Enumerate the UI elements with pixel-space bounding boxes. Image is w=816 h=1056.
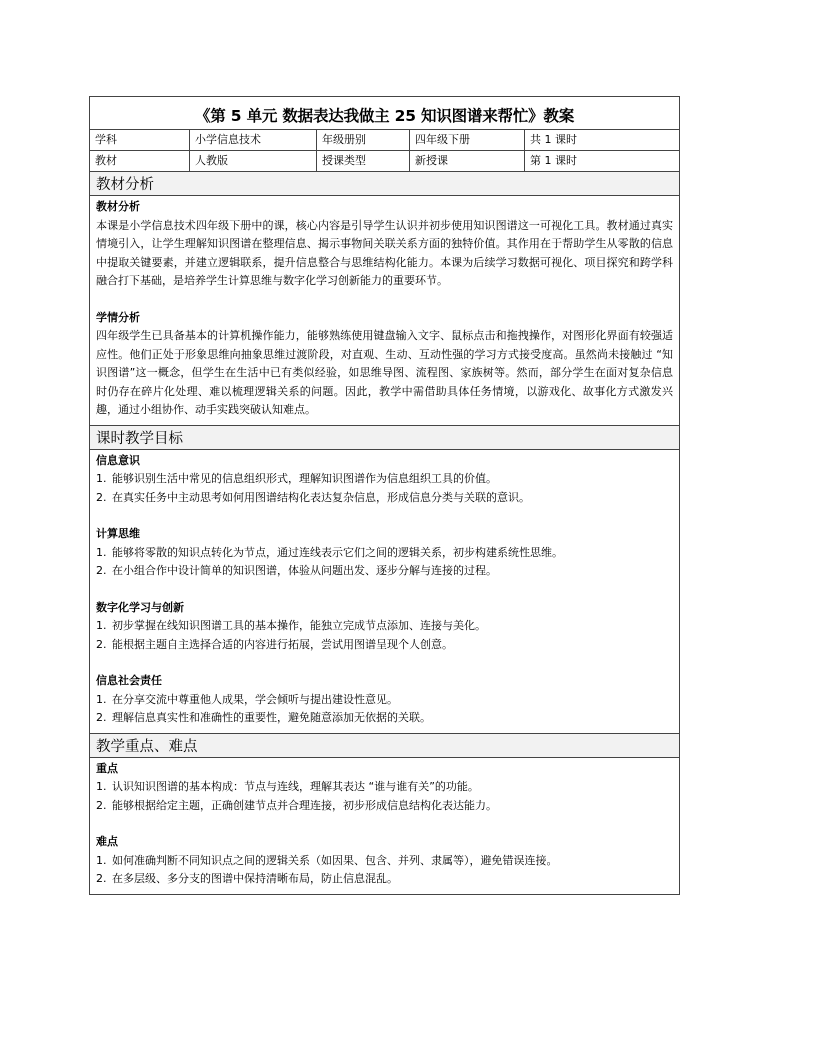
paragraph: 四年级学生已具备基本的计算机操作能力，能够熟练使用键盘输入文字、鼠标点击和拖拽操作，对图形化界面有较强适应性。他们正处于形象思维向抽象思维过渡阶段，对直观、生动、互动性强的学习方式接受度高。虽然尚未接触过 “知识图谱”这一概念，但学生在生活中已有类似经验，如思维导图、流程图、家族树等。然而，部分学生在面对复杂信息时仍存在碎片化处理、难以梳理逻辑关系的问题。因此，教学中需借助具体任务情境，以游戏化、故事化方式激发兴趣，通过小组协作、动手实践突破认知难点。 (96, 329, 674, 416)
section-heading-analysis: 教材分析 (90, 172, 680, 196)
meta-cell: 人教版 (190, 151, 317, 172)
subheading: 信息社会责任 (96, 674, 162, 687)
list-item: 2. 理解信息真实性和准确性的重要性，避免随意添加无依据的关联。 (96, 711, 431, 724)
subheading: 教材分析 (96, 200, 140, 213)
meta-cell: 新授课 (410, 151, 525, 172)
list-item: 1. 如何准确判断不同知识点之间的逻辑关系（如因果、包含、并列、隶属等），避免错误连接。 (96, 853, 558, 867)
meta-cell: 教材 (90, 151, 190, 172)
meta-cell: 四年级下册 (410, 130, 525, 151)
list-item: 1. 在分享交流中尊重他人成果，学会倾听与提出建设性意见。 (96, 692, 398, 706)
section-heading-keypoints: 教学重点、难点 (90, 733, 680, 757)
subheading: 计算思维 (96, 527, 140, 540)
list-item: 2. 能根据主题自主选择合适的内容进行拓展，尝试用图谱呈现个人创意。 (96, 637, 453, 651)
list-item: 1. 初步掌握在线知识图谱工具的基本操作，能独立完成节点添加、连接与美化。 (96, 619, 486, 632)
section-heading-goals: 课时教学目标 (90, 425, 680, 449)
list-item: 1. 能够识别生活中常见的信息组织形式，理解知识图谱作为信息组织工具的价值。 (96, 472, 497, 485)
lesson-plan-sheet (89, 96, 679, 895)
meta-row-textbook (90, 151, 680, 172)
subheading: 数字化学习与创新 (96, 600, 184, 614)
document-title: 《第 5 单元 数据表达我做主 25 知识图谱来帮忙》教案 (90, 97, 680, 130)
meta-cell: 授课类型 (317, 151, 410, 172)
list-item: 2. 在多层级、多分支的图谱中保持清晰布局，防止信息混乱。 (96, 872, 398, 885)
list-item: 2. 在真实任务中主动思考如何用图谱结构化表达复杂信息，形成信息分类与关联的意识。 (96, 490, 530, 504)
section-body-goals (90, 449, 680, 733)
subheading: 学情分析 (96, 310, 140, 324)
list-item: 1. 认识知识图谱的基本构成：节点与连线，理解其表达 “谁与谁有关”的功能。 (96, 780, 479, 793)
subheading: 重点 (96, 761, 118, 775)
meta-cell: 第 1 课时 (525, 151, 680, 172)
list-item: 2. 能够根据给定主题，正确创建节点并合理连接，初步形成信息结构化表达能力。 (96, 798, 497, 812)
meta-row-subject (90, 130, 680, 151)
meta-cell: 年级册别 (317, 130, 410, 151)
subheading: 信息意识 (96, 453, 140, 467)
meta-cell: 学科 (90, 130, 190, 151)
section-body-keypoints (90, 757, 680, 894)
list-item: 2. 在小组合作中设计简单的知识图谱，体验从问题出发、逐步分解与连接的过程。 (96, 564, 497, 577)
meta-cell: 共 1 课时 (525, 130, 680, 151)
section-body-analysis (90, 196, 680, 426)
subheading: 难点 (96, 835, 118, 848)
meta-cell: 小学信息技术 (190, 130, 317, 151)
list-item: 1. 能够将零散的知识点转化为节点，通过连线表示它们之间的逻辑关系，初步构建系统性思维。 (96, 545, 563, 559)
lesson-plan-table (89, 96, 680, 895)
paragraph: 本课是小学信息技术四年级下册中的课，核心内容是引导学生认识并初步使用知识图谱这一可视化工具。教材通过真实情境引入，让学生理解知识图谱在整理信息、揭示事物间关联关系方面的独特价值。其作用在于帮助学生从零散的信息中提取关键要素，并建立逻辑联系，提升信息整合与思维结构化能力。本课为后续学习数据可视化、项目探究和跨学科融合打下基础，是培养学生计算思维与数字化学习创新能力的重要环节。 (96, 218, 674, 287)
